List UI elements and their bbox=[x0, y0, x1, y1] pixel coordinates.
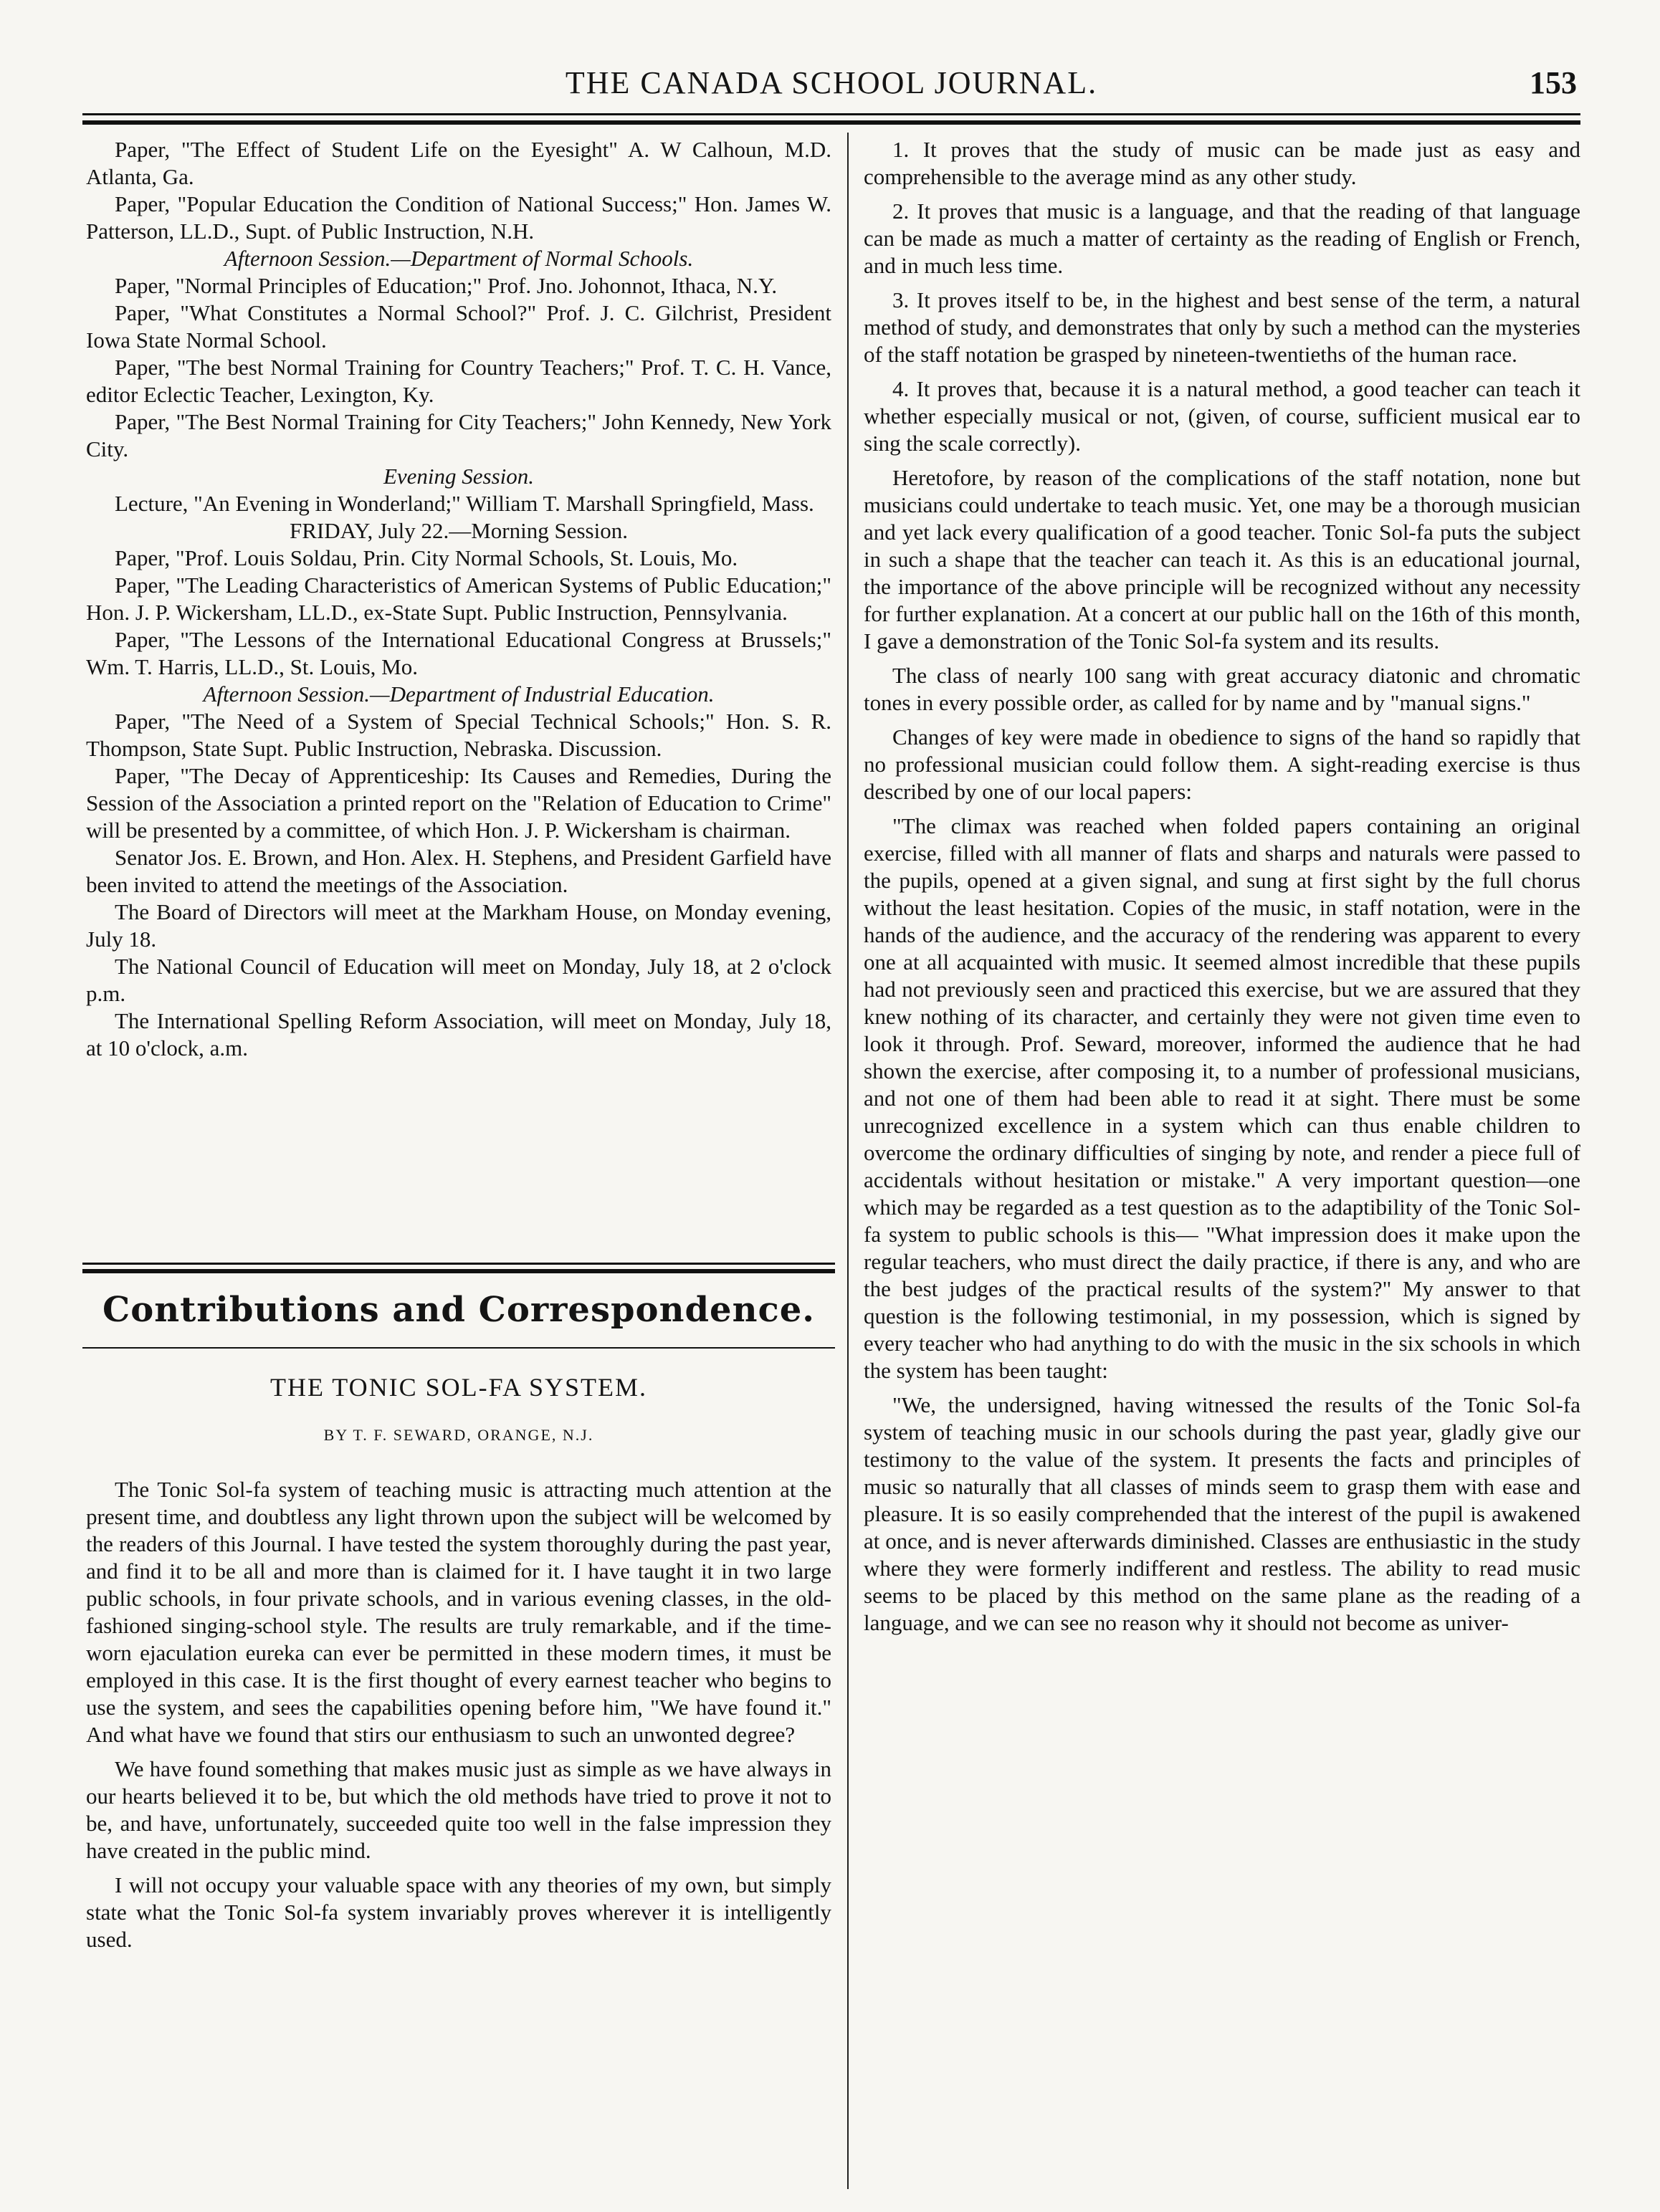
article-paragraph: The Tonic Sol-fa system of teaching music is attracting much attention at the present time, and doubtless any light thrown upon the subject will be welcomed by the readers of this Journal. I have tested the system thoroughly during the past year, and find it to be all and more than is claimed for it. I have taught it in two large public schools, in four private schools, and in various evening classes, in the old-fashioned singing-school style. The results are truly remarkable, and if the time-worn ejaculation eureka can ever be permitted in these modern times, it must be employed in this case. It is the first thought of every earnest teacher who begins to use the system, and sees the capabilities opening before him, "We have found it." And what have we found that stirs our enthusiasm to such an unwonted degree? bbox=[86, 1477, 831, 1747]
session-heading: Afternoon Session.—Department of Normal Schools. bbox=[224, 246, 694, 271]
program-item: Paper, "The Lessons of the International Educational Congress at Brussels;" Wm. T. Harris, LL.D., St. Louis, Mo. bbox=[86, 627, 831, 679]
article-paragraph: 2. It proves that music is a language, and that the reading of that language can be made as much a matter of certainty as the reading of English or French, and in much less time. bbox=[864, 198, 1580, 278]
program-listing bbox=[86, 136, 831, 1062]
program-item: Paper, "The Best Normal Training for City Teachers;" John Kennedy, New York City. bbox=[86, 409, 831, 461]
page-header bbox=[86, 64, 1577, 107]
program-item: Paper, "What Constitutes a Normal School?" Prof. J. C. Gilchrist, President Iowa State Normal School. bbox=[86, 300, 831, 353]
article-body-right bbox=[864, 136, 1580, 1644]
article-body-left bbox=[86, 1476, 831, 1960]
column-divider bbox=[847, 133, 849, 2189]
article-paragraph: 4. It proves that, because it is a natural method, a good teacher can teach it whether especially musical or not, (given, of course, sufficient musical ear to sing the scale correctly). bbox=[864, 376, 1580, 456]
program-item: The Board of Directors will meet at the Markham House, on Monday evening, July 18. bbox=[86, 899, 831, 952]
section-heading: Contributions and Correspondence. bbox=[102, 1290, 815, 1330]
program-item: Paper, "Popular Education the Condition of National Success;" Hon. James W. Patterson, LL.D., Supt. of Public Instruction, N.H. bbox=[86, 191, 831, 244]
program-item: Paper, "Normal Principles of Education;" Prof. Jno. Johonnot, Ithaca, N.Y. bbox=[115, 273, 778, 298]
program-item: The National Council of Education will meet on Monday, July 18, at 2 o'clock p.m. bbox=[86, 954, 831, 1006]
session-heading: Evening Session. bbox=[383, 464, 535, 489]
program-item: Paper, "The Decay of Apprenticeship: Its Causes and Remedies, During the Session of the Association a printed report on the "Relation of Education to Crime" will be presented by a committee, of which Hon. J. P. Wickersham is chairman. bbox=[86, 763, 831, 843]
session-heading: Afternoon Session.—Department of Industrial Education. bbox=[203, 681, 715, 707]
article-paragraph: "The climax was reached when folded papers containing an original exercise, filled with all manner of flats and sharps and naturals were passed to the pupils, opened at a given signal, and sung at first sight by the full chorus without the least hesitation. Copies of the music, in staff notation, were in the hands of the audience, and the accuracy of the rendering was apparent to every one at all acquainted with music. It seemed almost incredible that these pupils had not previously seen and practiced this exercise, but we are assured that they knew nothing of its character, and certainly they were not given time even to look it through. Prof. Seward, moreover, informed the audience that he had shown the exercise, after composing it, to a number of professional musicians, and not one of them had been able to read it at sight. There must be some unrecognized excellence in a system which can thus enable children to overcome the ordinary difficulties of singing by note, and render a piece full of accidentals without hesitation or mistake." A very important question—one which may be regarded as a test question as to the adaptibility of the Tonic Sol-fa system to public schools is this— "What impression does it make upon the regular teachers, who must direct the daily practice, if there is any, and who are the best judges of the practical results of the system?" My answer to that question is the following testimonial, in my possession, which is signed by every teacher who had anything to do with the music in the six schools in which the system has been taught: bbox=[864, 813, 1580, 1383]
section-rule bbox=[82, 1263, 835, 1265]
header-rule bbox=[82, 113, 1580, 115]
program-item: Paper, "The Effect of Student Life on the Eyesight" A. W Calhoun, M.D. Atlanta, Ga. bbox=[86, 137, 831, 189]
article-paragraph: Heretofore, by reason of the complications of the staff notation, none but musicians could undertake to teach music. Yet, one may be a thorough musician and yet lack every qualification of a good teacher. Tonic Sol-fa puts the subject in such a shape that the teacher can teach it. As this is an educational journal, the importance of the above principle will be recognized without any necessity for further explanation. At a concert at our public hall on the 16th of this month, I gave a demonstration of the Tonic Sol-fa system and its results. bbox=[864, 465, 1580, 653]
day-heading: FRIDAY, July 22.—Morning Session. bbox=[290, 518, 628, 543]
article-paragraph: "We, the undersigned, having witnessed the results of the Tonic Sol-fa system of teaching music in our schools during the past year, gladly give our testimony to the value of the system. It presents the facts and principles of music so naturally that all classes of minds seem to grasp them with ease and pleasure. It is so easily comprehended that the interest of the pupil is awakened at once, and is never afterwards diminished. Classes are enthusiastic in the study where they were formerly indifferent and restless. The ability to read music seems to be placed by this method on the same plane as the reading of a language, and we can see no reason why it should not become as univer- bbox=[864, 1392, 1580, 1635]
article-paragraph: I will not occupy your valuable space with any theories of my own, but simply state what the Tonic Sol-fa system invariably proves wherever it is intelligently used. bbox=[86, 1872, 831, 1952]
program-item: The International Spelling Reform Association, will meet on Monday, July 18, at 10 o'clock, a.m. bbox=[86, 1008, 831, 1060]
article-paragraph: 1. It proves that the study of music can be made just as easy and comprehensible to the average mind as any other study. bbox=[864, 137, 1580, 189]
section-rule-thick bbox=[82, 1269, 835, 1273]
program-item: Senator Jos. E. Brown, and Hon. Alex. H. Stephens, and President Garfield have been invited to attend the meetings of the Association. bbox=[86, 845, 831, 897]
article-paragraph: Changes of key were made in obedience to signs of the hand so rapidly that no professional musician could follow them. A sight-reading exercise is thus described by one of our local papers: bbox=[864, 724, 1580, 804]
program-item: Paper, "The Leading Characteristics of American Systems of Public Education;" Hon. J. P. Wickersham, LL.D., ex-State Supt. Public Instruction, Pennsylvania. bbox=[86, 573, 831, 625]
program-item: Lecture, "An Evening in Wonderland;" William T. Marshall Springfield, Mass. bbox=[115, 491, 814, 516]
header-rule-thick bbox=[82, 120, 1580, 125]
section-rule-thin bbox=[82, 1347, 835, 1349]
program-item: Paper, "Prof. Louis Soldau, Prin. City Normal Schools, St. Louis, Mo. bbox=[115, 545, 738, 570]
page-number: 153 bbox=[1530, 65, 1577, 100]
article-paragraph: 3. It proves itself to be, in the highest and best sense of the term, a natural method of study, and demonstrates that only by such a method can the mysteries of the staff notation be grasped by nineteen-twentieths of the human race. bbox=[864, 287, 1580, 367]
program-item: Paper, "The best Normal Training for Country Teachers;" Prof. T. C. H. Vance, editor Eclectic Teacher, Lexington, Ky. bbox=[86, 355, 831, 407]
article-byline: BY T. F. SEWARD, ORANGE, N.J. bbox=[323, 1426, 594, 1444]
article-title: THE TONIC SOL-FA SYSTEM. bbox=[269, 1373, 648, 1402]
journal-title: THE CANADA SCHOOL JOURNAL. bbox=[565, 65, 1098, 100]
program-item: Paper, "The Need of a System of Special Technical Schools;" Hon. S. R. Thompson, State Supt. Public Instruction, Nebraska. Discussion. bbox=[86, 709, 831, 761]
article-paragraph: We have found something that makes music just as simple as we have always in our hearts believed it to be, but which the old methods have tried to prove it not to be, and have, unfortunately, succeeded quite too well in the false impression they have created in the public mind. bbox=[86, 1756, 831, 1863]
article-paragraph: The class of nearly 100 sang with great accuracy diatonic and chromatic tones in every possible order, as called for by name and by "manual signs." bbox=[864, 663, 1580, 715]
